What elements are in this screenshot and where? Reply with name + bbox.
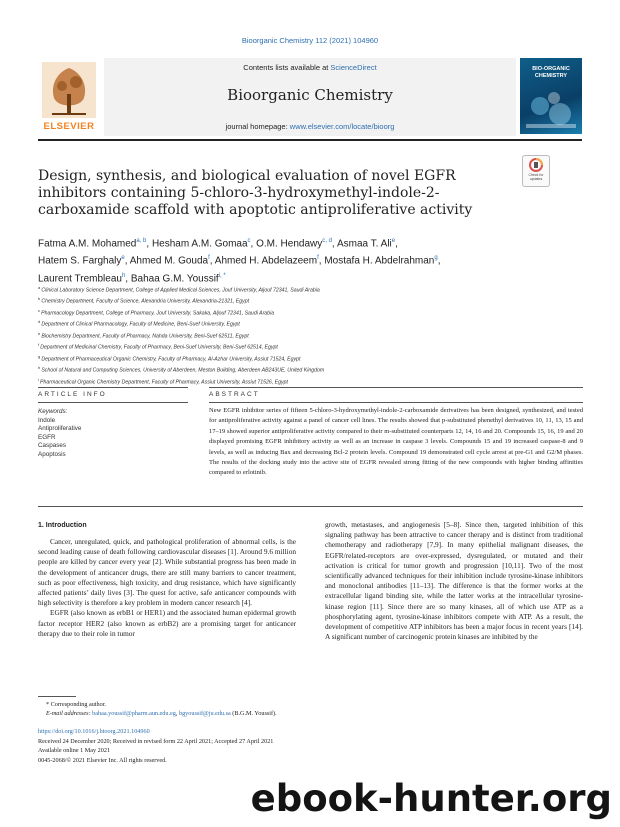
- affiliation-marker: e: [38, 330, 42, 336]
- article-title: Design, synthesis, and biological evaluation of novel EGFR inhibitors containing 5-chloro-3-hydroxymethyl-indole-2-carboxamide scaffold with apoptotic antiproliferative activity: [38, 168, 473, 218]
- email-suffix: (B.G.M. Youssif).: [230, 710, 277, 717]
- author-name[interactable]: Asmaa T. Ali: [336, 238, 392, 250]
- cover-title: BIO-ORGANIC CHEMISTRY: [532, 66, 570, 79]
- abstract-label: ABSTRACT: [209, 391, 260, 398]
- keywords-list: [38, 417, 188, 460]
- affiliation-text: Department of Clinical Pharmacology, Faculty of Medicine, Beni-Suef University, Egypt: [41, 322, 240, 329]
- author-list: Fatma A.M. Mohamed$^{a, b}$, Hesham A.M. Gomaa$^c$, O.M. Hendawy$^{c, d}$, Asmaa T. Ali$^e$, Hatem S. Farghaly$^e$, Ahmed M. Gouda$^f$, Ahmed H. Abdelazeem$^f$, Mostafa H. Abdelrahman$^g$, Laurent Trembleau$^h$, Bahaa G.M. Youssif$^{i, *}$: [38, 238, 441, 284]
- affiliation-item: [38, 295, 583, 306]
- introduction-heading: 1. Introduction: [38, 522, 87, 529]
- author-name[interactable]: Hesham A.M. Gomaa: [151, 238, 248, 250]
- affiliation-marker: b: [38, 296, 42, 302]
- affiliation-text: Biochemistry Department, Faculty of Pharmacy, Nahda University, Beni-Suef 62511, Egypt: [41, 333, 249, 340]
- sciencedirect-link[interactable]: ScienceDirect: [330, 63, 377, 72]
- email-link-1[interactable]: bahaa.youssif@pharm.aun.edu.eg: [92, 710, 176, 717]
- keywords-label: Keywords:: [38, 408, 68, 415]
- affiliation-text: Department of Pharmaceutical Organic Chemistry, Faculty of Pharmacy, Al-Azhar University, Assiut 71524, Egypt: [41, 356, 301, 363]
- keyword-item: Apoptosis: [38, 450, 66, 458]
- author-affiliation-marker[interactable]: g: [434, 255, 438, 262]
- check-for-updates-button[interactable]: [522, 155, 550, 187]
- author-affiliation-marker[interactable]: f: [208, 255, 210, 262]
- affiliation-text: Pharmacology Department, College of Pharmacy, Jouf University, Sakaka, Aljouf 72341, Saudi Arabia: [41, 310, 275, 317]
- author-name[interactable]: O.M. Hendawy: [256, 238, 323, 250]
- keyword-item: Antiproliferative: [38, 425, 82, 432]
- intro-paragraph: Cancer, unregulated, quick, and pathological proliferation of abnormal cells, is the second leading cause of death following cardiovascular diseases [1]. Around 9.6 million people are killed by cancer every year [2]. While substantial progress has been made in the development of anticancer drugs, there are still many barriers to cancer treatment, such as poor effectiveness, high toxicity, and drug resistance, which have significantly affected patients’ daily lives [3]. The quest for active, safe anticancer compounds with high selectivity is therefore a key problem in modern cancer research [4].: [38, 537, 296, 608]
- author-name[interactable]: Mostafa H. Abdelrahman: [324, 255, 435, 267]
- affiliation-marker: i: [38, 376, 40, 382]
- author-affiliation-marker[interactable]: c: [247, 238, 251, 244]
- author-name[interactable]: Fatma A.M. Mohamed: [38, 238, 137, 250]
- homepage-line: [104, 122, 516, 131]
- footnote-rule: [38, 696, 76, 697]
- check-updates-label: Check for updates: [528, 173, 544, 181]
- keyword-item: Indole: [38, 416, 56, 424]
- author-name[interactable]: Ahmed M. Gouda: [129, 255, 209, 267]
- author-affiliation-marker[interactable]: c, d: [322, 238, 332, 244]
- corresponding-author: * Corresponding author.: [46, 701, 106, 708]
- author-affiliation-marker[interactable]: e: [391, 238, 396, 244]
- keyword-item: EGFR: [38, 433, 56, 441]
- check-updates-icon: [523, 156, 549, 174]
- author-name[interactable]: Laurent Trembleau: [38, 272, 122, 284]
- email-label: E-mail addresses:: [46, 710, 93, 717]
- elsevier-wordmark: ELSEVIER: [43, 121, 95, 132]
- contents-line: [104, 63, 516, 72]
- affiliations: [38, 284, 583, 387]
- homepage-prefix: journal homepage:: [225, 122, 290, 131]
- email-line: E-mail addresses: bahaa.youssif@pharm.aun.edu.eg, bgyoussif@ju.edu.sa (B.G.M. Youssif).: [46, 710, 277, 717]
- affiliation-item: [38, 341, 583, 352]
- affiliation-marker: g: [38, 353, 42, 359]
- watermark: ebook-hunter.org: [250, 777, 612, 820]
- affiliation-item: [38, 376, 583, 387]
- author-affiliation-marker[interactable]: a, b: [136, 238, 147, 244]
- affiliation-text: Chemistry Department, Faculty of Science, Alexandria University, Alexandria-21321, Egypt: [41, 299, 250, 306]
- affiliation-text: Clinical Laboratory Science Department, College of Applied Medical Sciences, Jouf University, Aljouf 72341, Saudi Arabia: [41, 287, 320, 294]
- divider: [38, 506, 583, 507]
- divider: [38, 402, 188, 403]
- copyright: 0045-2068/© 2021 Elsevier Inc. All rights reserved.: [38, 756, 167, 764]
- received-dates: Received 24 December 2020; Received in revised form 22 April 2021; Accepted 27 April 2021: [38, 737, 274, 745]
- affiliation-text: School of Natural and Computing Sciences, University of Aberdeen, Meston Building, Aberdeen AB243UE, United Kingdom: [41, 367, 325, 374]
- intro-right-column: [325, 520, 583, 642]
- divider: [209, 387, 583, 388]
- abstract-text: New EGFR inhibitor series of fifteen 5-chloro-3-hydroxymethyl-indole-2-carboxamide derivatives has been designed, synthesized, and tested for antiproliferative activity against a panel of cancer cell lines. The results showed that p-substituted phenethyl derivatives 10, 11, 13, 15 and 17–19 showed superior antiproliferative activity compared to their m-substituted counterparts 12, 14, 16 and 20. Compounds 15, 16, 19 and 20 displayed promising EGFR inhibitory activity as well as an increase in caspase 3 levels. Compounds 15 and 19 increased caspase-8 and 9 levels, as well as inducing Bax and decreasing Bcl-2 protein levels. Compound 19 demonstrated cell cycle arrest at pre-G1 and G2/M phases. The results of the docking study into the active site of EGFR revealed strong fitting of the new compounds with higher binding affinities compared to erlotinib.: [209, 407, 583, 477]
- affiliation-marker: a: [38, 285, 42, 290]
- affiliation-text: Department of Medicinal Chemistry, Faculty of Pharmacy, Beni-Suef University, Beni-Suef 62514, Egypt: [40, 344, 278, 351]
- journal-reference[interactable]: Bioorganic Chemistry 112 (2021) 104960: [241, 36, 379, 45]
- affiliation-item: [38, 353, 583, 364]
- affiliation-marker: d: [38, 319, 42, 325]
- affiliation-marker: h: [38, 365, 42, 371]
- affiliation-item: [38, 330, 583, 341]
- affiliation-text: Pharmaceutical Organic Chemistry Department, Faculty of Pharmacy, Assiut University, Assiut 71526, Egypt: [40, 379, 288, 386]
- contents-prefix: Contents lists available at: [243, 63, 331, 72]
- email-link-2[interactable]: bgyoussif@ju.edu.sa: [178, 710, 231, 717]
- available-online: Available online 1 May 2021: [38, 747, 111, 754]
- intro-left-column: [38, 537, 296, 639]
- author-name[interactable]: Bahaa G.M. Youssif: [130, 272, 219, 284]
- affiliation-item: [38, 307, 583, 318]
- homepage-link[interactable]: www.elsevier.com/locate/bioorg: [289, 122, 395, 131]
- author-affiliation-marker[interactable]: e: [121, 255, 125, 262]
- author-name[interactable]: Hatem S. Farghaly: [38, 255, 122, 267]
- intro-paragraph: EGFR (also known as erbB1 or HER1) and the associated human epidermal growth factor receptor HER2 (also known as erbB2) are a promising target for anticancer therapy due to their role in tumor: [38, 608, 296, 638]
- intro-paragraph: growth, metastases, and angiogenesis [5–8]. Since then, targeted inhibition of this signaling pathway has been attractive to cancer therapy and is distinct from traditional chemotherapy and radiotherapy [7,9]. In many epithelial malignant diseases, the EGFR/related-receptors are over-expressed, dysregulated, or mutated and their activation is critical for tumor growth and progression [10,11]. Two of the most scientifically advanced techniques for their inhibition include tyrosine-kinase inhibitors and monoclonal antibodies [11–13]. The difference is that the former works at the extracellular ligand binding site, while the latter works at the intracellular tyrosine-kinase region [11]. Since there are so many kinases, all of which use ATP as a phosphorylating agent, tyrosine-kinase inhibitors compete with ATP. As a result, the development of competitive ATP inhibitors has been a major focus in recent years [14]. A significant number of carcinogenic protein kinases are inhibited by the: [325, 520, 583, 642]
- divider: [209, 402, 583, 403]
- doi-link[interactable]: https://doi.org/10.1016/j.bioorg.2021.104960: [38, 728, 150, 735]
- author-affiliation-marker[interactable]: i, *: [218, 272, 226, 279]
- footnote: [38, 700, 338, 718]
- journal-title: Bioorganic Chemistry: [227, 86, 393, 104]
- keywords-block: [38, 408, 188, 459]
- divider: [38, 387, 188, 388]
- author-name[interactable]: Ahmed H. Abdelazeem: [214, 255, 318, 267]
- affiliation-item: [38, 364, 583, 375]
- article-info-label: ARTICLE INFO: [38, 391, 107, 398]
- publication-info: [38, 727, 358, 765]
- keyword-item: Caspases: [38, 442, 67, 449]
- author-affiliation-marker[interactable]: h: [121, 272, 126, 279]
- author-affiliation-marker[interactable]: f: [317, 255, 319, 262]
- affiliation-item: [38, 284, 583, 295]
- affiliation-marker: c: [38, 307, 42, 313]
- affiliation-marker: f: [38, 342, 41, 348]
- affiliation-item: [38, 318, 583, 329]
